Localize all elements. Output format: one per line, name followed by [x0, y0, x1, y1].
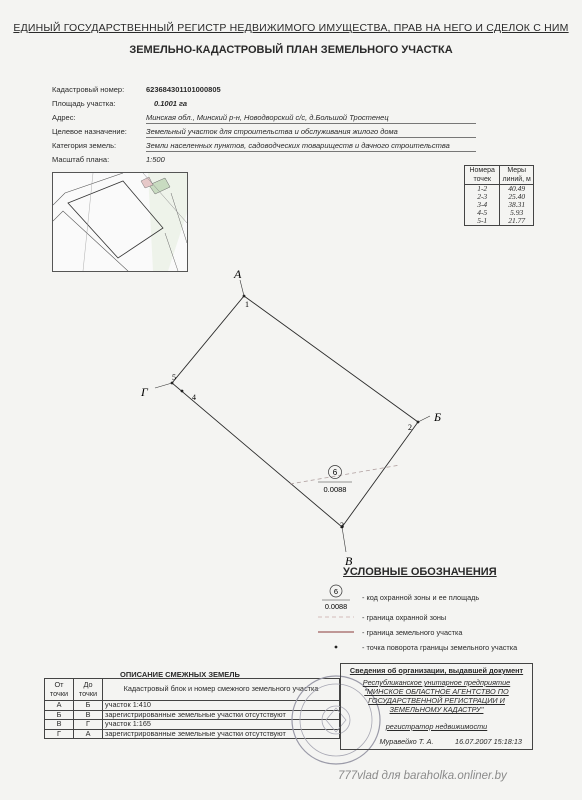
- legend-zone-area: 0.0088: [324, 602, 348, 611]
- field-label-address: Адрес:: [52, 113, 76, 122]
- field-value-cadastral: 623684301101000805: [146, 85, 221, 94]
- watermark: 777vlad для baraholka.onliner.by: [338, 770, 507, 782]
- org-role: регистратор недвижимости: [385, 722, 488, 731]
- field-label-scale: Масштаб плана:: [52, 155, 110, 164]
- org-datetime: 16.07.2007 15:18:13: [455, 737, 522, 746]
- field-label-area: Площадь участка:: [52, 99, 116, 108]
- field-label-purpose: Целевое назначение:: [52, 127, 127, 136]
- cell: Б: [45, 710, 74, 720]
- protection-zone-boundary: [290, 465, 400, 484]
- registry-header: ЕДИНЫЙ ГОСУДАРСТВЕННЫЙ РЕГИСТР НЕДВИЖИМОГО ИМУЩЕСТВА, ПРАВ НА НЕГО И СДЕЛОК С НИМ: [13, 22, 569, 34]
- corner-label: А: [234, 267, 242, 281]
- cell: 38.31: [500, 201, 534, 209]
- legend-item: - граница земельного участка: [362, 628, 463, 637]
- point-number: 2: [408, 423, 412, 432]
- legend-item: - код охранной зоны и ее площадь: [362, 593, 480, 602]
- cell: В: [74, 710, 103, 720]
- col-header-points: Номера точек: [465, 166, 500, 185]
- cell: 1-2: [465, 185, 500, 194]
- org-line: "МИНСКОЕ ОБЛАСТНОЕ АГЕНТСТВО ПО: [364, 687, 509, 696]
- cell: Г: [45, 729, 74, 739]
- cell: участок 1:165: [103, 720, 340, 730]
- field-label-category: Категория земель:: [52, 141, 117, 150]
- corner-label: Г: [141, 385, 148, 399]
- col-header-from: От точки: [45, 679, 74, 701]
- cell: 5.93: [500, 209, 534, 217]
- col-header-to: До точки: [74, 679, 103, 701]
- document-title: ЗЕМЕЛЬНО-КАДАСТРОВЫЙ ПЛАН ЗЕМЕЛЬНОГО УЧАСТКА: [129, 44, 453, 56]
- cell: зарегистрированные земельные участки отсутствуют: [103, 729, 340, 739]
- cell: зарегистрированные земельные участки отсутствуют: [103, 710, 340, 720]
- field-value-category: Земли населенных пунктов, садоводческих товариществ и дачного строительства: [146, 141, 450, 150]
- point-number: 4: [192, 393, 196, 402]
- point-number: 1: [245, 300, 249, 309]
- point-number: 5: [172, 373, 176, 382]
- legend-point-symbol: [335, 646, 338, 649]
- org-line: ГОСУДАРСТВЕННОЙ РЕГИСТРАЦИИ И: [368, 696, 505, 705]
- legend-zone-code: 6: [333, 587, 339, 596]
- cell: В: [45, 720, 74, 730]
- cell: Г: [74, 720, 103, 730]
- zone-area: 0.0088: [323, 485, 347, 494]
- col-header-lengths: Меры линий, м: [500, 166, 534, 185]
- field-value-purpose: Земельный участок для строительства и обслуживания жилого дома: [146, 127, 398, 136]
- corner-label: В: [345, 554, 353, 568]
- cell: Б: [74, 701, 103, 711]
- field-value-address: Минская обл., Минский р-н, Новодворский с/с, д.Большой Тростенец: [146, 113, 389, 122]
- cell: 5-1: [465, 217, 500, 226]
- corner-label: Б: [434, 410, 442, 424]
- org-title: Сведения об организации, выдавшей документ: [349, 666, 524, 675]
- cell: 40.49: [500, 185, 534, 194]
- cell: 3-4: [465, 201, 500, 209]
- cell: 2-3: [465, 193, 500, 201]
- cell: 21.77: [500, 217, 534, 226]
- legend-item: - точка поворота границы земельного участка: [362, 643, 518, 652]
- cell: участок 1:410: [103, 701, 340, 711]
- cell: 4-5: [465, 209, 500, 217]
- org-line: ЗЕМЕЛЬНОМУ КАДАСТРУ": [389, 705, 484, 714]
- issuing-organization-box: [340, 663, 533, 750]
- parcel-boundary: [172, 296, 418, 527]
- point-number: 3: [340, 521, 344, 530]
- legend-item: - граница охранной зоны: [362, 613, 447, 622]
- legend-title: УСЛОВНЫЕ ОБОЗНАЧЕНИЯ: [343, 566, 497, 578]
- org-line: Республиканское унитарное предприятие: [362, 678, 511, 687]
- field-label-cadastral: Кадастровый номер:: [52, 85, 125, 94]
- field-value-scale: 1:500: [146, 155, 165, 164]
- turn-point: [181, 390, 184, 393]
- field-value-area: 0.1001 га: [154, 99, 188, 108]
- cell: А: [45, 701, 74, 711]
- org-signer: Муравейко Т. А.: [379, 737, 434, 746]
- cell: А: [74, 729, 103, 739]
- cell: 25.40: [500, 193, 534, 201]
- col-header-parcel: Кадастровый блок и номер смежного земельного участка: [103, 679, 340, 701]
- zone-code: 6: [332, 468, 338, 477]
- adjacent-title: ОПИСАНИЕ СМЕЖНЫХ ЗЕМЕЛЬ: [120, 670, 240, 679]
